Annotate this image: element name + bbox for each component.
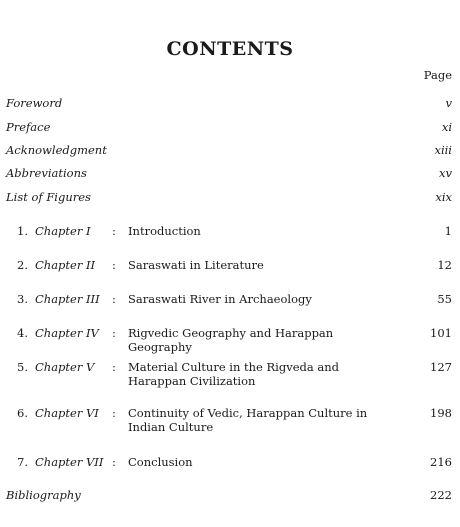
chapter-separator: : (112, 326, 116, 340)
chapter-number: 4. (17, 326, 28, 340)
front-matter-entry (6, 190, 452, 206)
chapter-separator: : (112, 406, 116, 420)
chapter-page: 1 (444, 224, 452, 238)
chapter-label: Chapter III (35, 292, 100, 306)
chapter-number: 3. (17, 292, 28, 306)
entry-label: List of Figures (6, 190, 91, 204)
entry-page: 222 (430, 488, 452, 502)
chapter-number: 7. (17, 455, 28, 469)
chapter-title: Material Culture in the Rigveda and Harappan Civilization (128, 360, 340, 388)
chapter-page: 12 (437, 258, 452, 272)
chapter-title: Continuity of Vedic, Harappan Culture in Indian Culture (128, 406, 368, 434)
front-matter-entry (6, 120, 452, 136)
chapter-title: Saraswati River in Archaeology (128, 292, 312, 306)
chapter-separator: : (112, 455, 116, 469)
chapter-separator: : (112, 292, 116, 306)
chapter-page: 127 (430, 360, 452, 374)
chapter-label: Chapter VII (35, 455, 104, 469)
chapter-page: 216 (430, 455, 452, 469)
chapter-title: Saraswati in Literature (128, 258, 264, 272)
chapter-label: Chapter VI (35, 406, 99, 420)
entry-page: xix (435, 190, 452, 204)
front-matter-entry (6, 96, 452, 112)
chapter-label: Chapter IV (35, 326, 99, 340)
chapter-number: 6. (17, 406, 28, 420)
chapter-label: Chapter I (35, 224, 91, 238)
chapter-page: 55 (437, 292, 452, 306)
chapter-separator: : (112, 258, 116, 272)
chapter-label: Chapter V (35, 360, 95, 374)
entry-label: Foreword (6, 96, 63, 110)
entry-page: v (445, 96, 452, 110)
chapter-title: Conclusion (128, 455, 193, 469)
chapter-separator: : (112, 224, 116, 238)
chapter-page: 101 (430, 326, 452, 340)
chapter-number: 2. (17, 258, 28, 272)
entry-page: xi (441, 120, 452, 134)
chapter-title: Rigvedic Geography and Harappan Geography (128, 326, 334, 354)
chapter-separator: : (112, 360, 116, 374)
chapter-title: Introduction (128, 224, 201, 238)
entry-label: Abbreviations (6, 166, 87, 180)
chapter-number: 1. (17, 224, 28, 238)
chapter-page: 198 (430, 406, 452, 420)
page-title: CONTENTS (166, 38, 294, 60)
entry-page: xiii (434, 143, 452, 157)
front-matter-entry (6, 143, 452, 159)
entry-label: Bibliography (6, 488, 81, 502)
chapter-label: Chapter II (35, 258, 96, 272)
page-column-header: Page (423, 68, 452, 82)
entry-label: Preface (6, 120, 51, 134)
entry-label: Acknowledgment (6, 143, 107, 157)
entry-page: xv (439, 166, 452, 180)
chapter-number: 5. (17, 360, 28, 374)
front-matter-entry (6, 166, 452, 182)
